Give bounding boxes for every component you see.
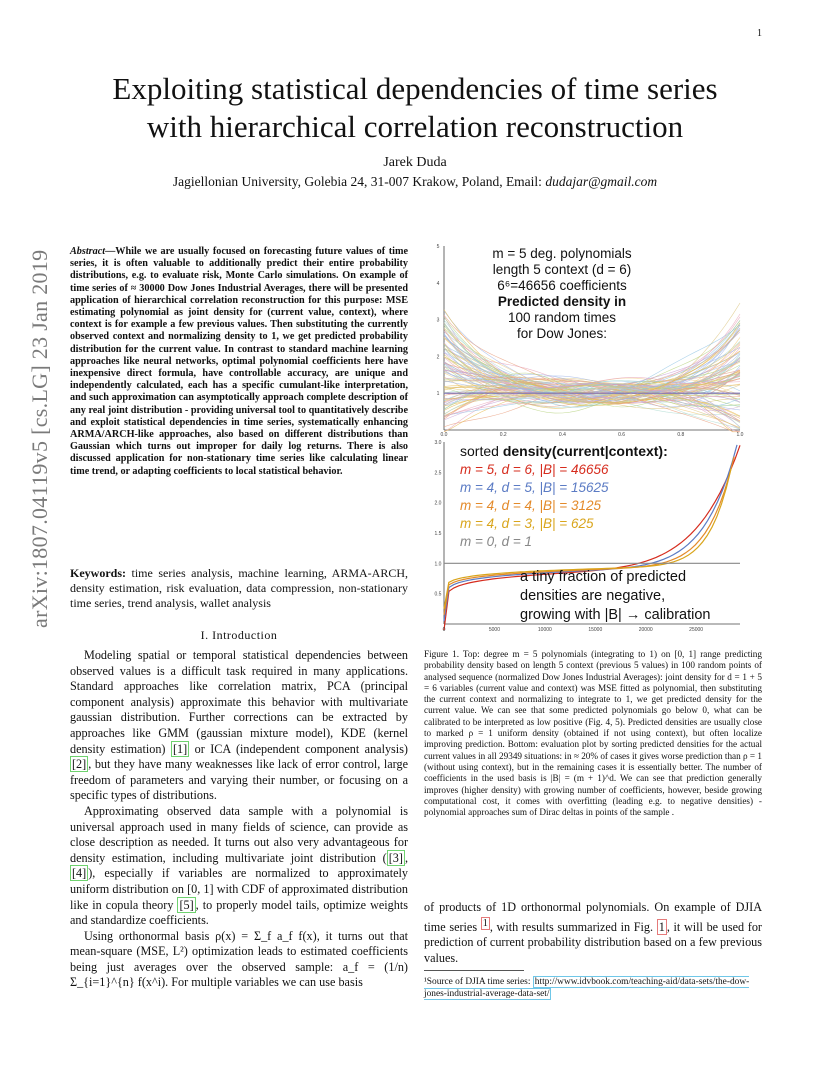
page-number: 1 [757,28,762,39]
y-tick-label: 2 [436,354,440,361]
intro-text: , [404,850,408,865]
abstract-text: —While we are usually focused on forecasting future values of time series, it is often valuable to additionally predict their entire probability distributions, e.g. to evaluate risk, Monte Carlo simulations. On example of time series of ≈ 30000 Dow Jones Industrial Averages, there will be presented application of hierarchical correlation reconstruction for this purpose: MSE estimating polynomial as joint density for (current value, context), where context is for example a few previous values. Then substituting the currently observed context and normalizing density to 1, we get predicted probability distribution for the current value. In contrast to standard machine learning approaches like neural networks, optimal polynomial coefficients here have inexpensive direct formula, have controllable accuracy, are unique and independently calculated, each has a specific cumulant-like interpretation, and such approximation can asymptotically approach complete description of any real joint distribution - providing universal tool to quantitatively describe and exploit statistical dependencies in time series, systematically enhancing ARMA/ARCH-like approaches, also based on different distributions than Gaussian which turns out improper for daily log returns. There is also discussed application for non-stationary time series like calculating linear time trend, or adapting coefficients to local statistical behavior. [70,246,408,477]
figure-caption: Figure 1. Top: degree m = 5 polynomials (integrating to 1) on [0, 1] range predicting probability density based on length 5 context (previous 5 values) in 100 random points of analysed sequence (normalized Dow Jones Industrial Averages): joint density for d = 1 + 5 = 6 variables (current value and context) was MSE fitted as polynomial, then substituting the current context and normalizing to integrate to 1, we get predicted density for the current value. We can see that some predicted polynomials go below 0, what can be calibrated to be interpreted as low positive (Fig. 4, 5). Predicted densities are usually close to marked ρ = 1 uniform density (obtained if not using context), but often localize improving prediction. Bottom: evaluation plot by sorting predicted densities for the actual current values in all 29349 situations: in ≈ 20% of cases it gives worse prediction than ρ = 1 (without using context), but in the remaining cases it is essentially better. The number of coefficients in the used basis is |B| = (m + 1)^d. We can see that prediction generally improves (higher density) with growing number of coefficients, however, beside growing computational cost, it comes with overfitting (leading e.g. to negative densities) - polynomial approaches sum of Dirac deltas in points of the sample . [424,649,762,818]
title-line-1: Exploiting statistical dependencies of time series [112,71,718,106]
citation-link[interactable]: [2] [72,757,87,772]
intro-text: or ICA (independent component analysis) [189,741,408,756]
abstract-lead: Abstract [70,246,106,257]
y-tick-label: 3 [436,317,440,324]
x-tick-label: 0.8 [677,432,685,438]
annotation-line: 6⁶=46656 coefficients [497,278,627,293]
intro-text: , to properly model tails, optimize weights and standardize coefficients. [70,897,408,928]
rcol-text: of products of 1D orthonormal polynomials. On example of DJIA time series [424,900,762,934]
y-tick-label: 3.0 [434,440,442,446]
rcol-text: , with results summarized in Fig. [489,919,657,934]
annotation-line: m = 5 deg. polynomials [492,246,632,261]
legend-title-a: sorted [460,443,503,459]
top-panel [437,244,744,438]
footnote-text: ¹Source of DJIA time series: [424,977,533,987]
affiliation-text: Jagiellonian University, Golebia 24, 31-007 Krakow, Poland, Email: [172,174,546,189]
intro-text: , but they have many weaknesses like lack of error control, large freedom of parameters and varying their number, or focusing on a specific types of distributions. [70,757,408,803]
legend-entry: m = 4, d = 3, |B| = 625 [460,516,594,531]
legend-entry: m = 5, d = 6, |B| = 46656 [460,462,609,477]
y-tick-label: 2.5 [434,470,442,477]
y-tick-label: 1.5 [434,531,442,537]
citation-link[interactable]: [4] [72,866,87,881]
intro-text: Approximating observed data sample with a polynomial is universal approach used in many fields of science, can provide as close description as needed. It turns out also very advantageous for density estimation, including multivariate joint distribution ( [70,803,408,865]
annotation-line: length 5 context (d = 6) [492,262,632,277]
y-tick-label: 4 [436,280,440,287]
x-tick-label: 10000 [537,627,552,633]
footnote [424,976,762,1000]
right-column-text [424,900,762,966]
abstract [70,246,408,478]
x-tick-label: 15000 [588,627,603,633]
section-heading: I. Introduction [200,628,278,642]
legend-entry: m = 4, d = 5, |B| = 15625 [460,480,609,495]
y-tick-label: 1.0 [434,561,442,568]
introduction-body [70,648,408,991]
rcol-text: , it will be used for prediction of current probability distribution based on a few previous values. [424,919,762,965]
x-tick-label: 25000 [689,627,704,633]
legend-entry: m = 4, d = 4, |B| = 3125 [460,498,601,513]
y-tick-label: 2.0 [434,500,442,507]
x-tick-label: 5000 [488,627,500,633]
x-tick-label: 0.6 [618,432,626,438]
note-line: growing with |B| → calibration [520,607,711,623]
keywords [70,566,408,611]
note-line: a tiny fraction of predicted [520,569,687,585]
title-line-2: with hierarchical correlation reconstruction [146,109,684,144]
author-email[interactable]: dudajar@gmail.com [545,174,658,189]
author-name: Jarek Duda [383,155,447,170]
legend-entry: m = 0, d = 1 [460,534,533,549]
footnote-rule [424,970,524,971]
affiliation [60,174,770,190]
note-line: densities are negative, [520,588,666,604]
annotation-line: Predicted density in [497,294,627,309]
citation-link[interactable]: [5] [179,897,194,912]
arxiv-stamp: arXiv:1807.04119v5 [cs.LG] 23 Jan 2019 [27,249,52,628]
intro-paragraph-1 [70,648,408,804]
keywords-text: time series analysis, machine learning, ARMA-ARCH, density estimation, risk evaluation, data compression, non-stationary time series, trend analysis, wallet analysis [70,566,408,610]
legend-title-b: density(current|context): [502,443,668,459]
y-tick-label: 0.5 [434,591,442,598]
x-tick-label: 20000 [638,627,653,633]
figure-link[interactable]: 1 [658,919,665,934]
legend-title [460,443,668,459]
annotation-line: for Dow Jones: [516,326,608,341]
intro-text: ), especially if variables are normalized to approximately uniform distribution on [0, 1] with CDF of approximated distribution like in copula theory [70,866,408,912]
intro-paragraph-2 [70,804,408,929]
calibration-note [520,569,710,623]
intro-text: Modeling spatial or temporal statistical dependencies between observed values is a difficult task required in many applications. Standard approaches like correlation matrix, PCA (principal component analysis) approximate this behavior with multivariate gaussian distribution. Further corrections can be extracted by approaches like GMM (gaussian mixture model), KDE (kernel density estimation) [70,648,408,756]
x-tick-label: 0 [442,627,446,633]
intro-paragraph-3: Using orthonormal basis ρ(x) = Σ_f a_f f(x), it turns out that mean-square (MSE, L²) optimization leads to estimated coefficients being just averages over the observed sample: a_f = (1/n) Σ_{i=1}^{n} f(x^i). For multiple variables we can use basis [70,928,408,990]
y-tick-label: 1 [436,391,440,398]
bottom-panel [435,440,740,633]
x-tick-label: 0.4 [558,432,566,438]
footnote-marker[interactable]: 1 [482,917,488,929]
citation-link[interactable]: [3] [388,850,403,865]
x-tick-label: 0.2 [499,432,507,438]
annotation-line: 100 random times [507,310,617,325]
x-tick-label: 1.0 [736,432,744,438]
y-tick-label: 5 [436,244,440,250]
figure-1 [432,238,752,638]
keywords-label: Keywords: [70,566,126,580]
legend [460,462,609,549]
footnote-url[interactable]: http://www.idvbook.com/teaching-aid/data-sets/the-dow-jones-industrial-average-data-set/ [424,977,750,999]
citation-link[interactable]: [1] [172,741,188,756]
paper-title [60,70,770,146]
top-annotation [492,246,631,341]
x-tick-label: 0.0 [440,432,448,438]
